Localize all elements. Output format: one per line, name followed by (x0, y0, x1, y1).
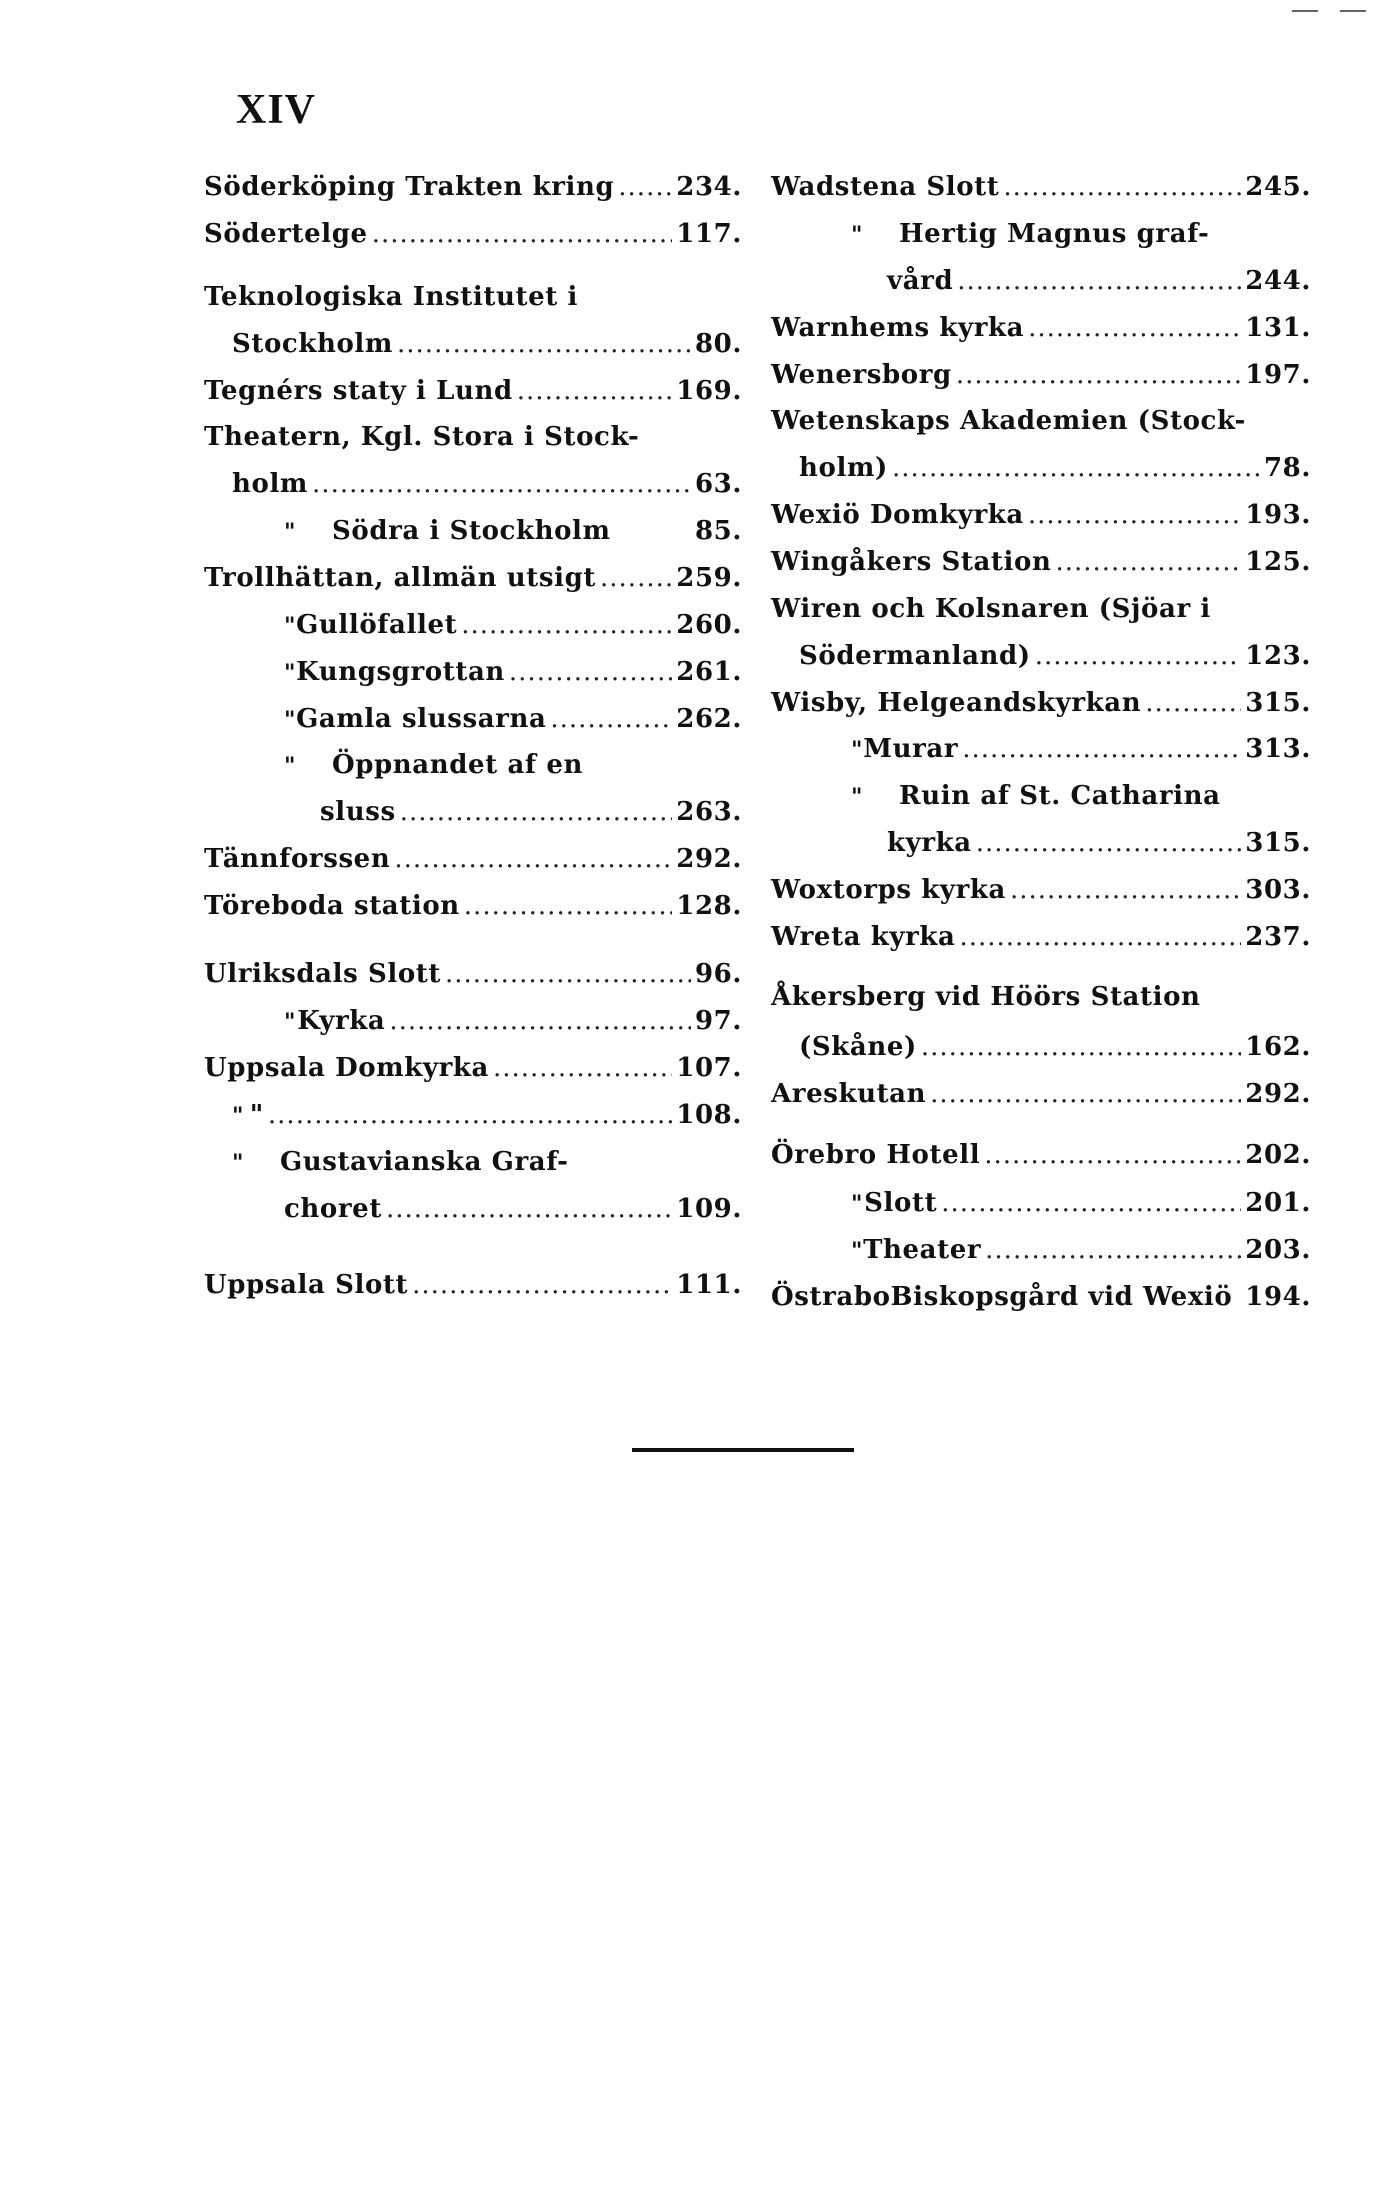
page-number: XIV (236, 87, 317, 133)
dot-leader (984, 1133, 1241, 1177)
index-entry (204, 369, 742, 413)
ditto-mark: " (284, 660, 297, 686)
entry-label: Wetenskaps Akademien (Stock- (771, 406, 1246, 436)
dot-leader (400, 790, 673, 834)
dot-leader (386, 1187, 672, 1231)
entry-label: Wiren och Kolsnaren (Sjöar i (771, 594, 1211, 624)
entry-label: Ulriksdals Slott (204, 959, 441, 989)
entry-page-number: 97. (694, 1006, 742, 1036)
entry-page-number: 96. (694, 959, 742, 989)
entry-label: Wingåkers Station (771, 547, 1052, 577)
entry-label: Södra i Stockholm (332, 516, 611, 546)
entry-label: Åkersberg vid Höörs Station (771, 982, 1201, 1012)
entry-page-number: 63. (694, 469, 742, 499)
ditto-mark: " (851, 784, 864, 810)
end-rule (632, 1448, 854, 1452)
index-entry (204, 212, 742, 256)
ditto-mark: " (284, 1009, 297, 1035)
dot-leader (1145, 681, 1241, 725)
dot-leader (389, 999, 691, 1043)
dot-leader (397, 322, 691, 366)
index-entry (771, 540, 1311, 584)
dot-leader (445, 952, 691, 996)
entry-label: Södertelge (204, 219, 368, 249)
entry-page-number: 128. (676, 891, 742, 921)
index-entry (204, 322, 742, 366)
index-entry (771, 1133, 1311, 1177)
index-entry (204, 697, 742, 741)
dot-leader (1010, 868, 1241, 912)
entry-page-number: 85. (694, 516, 742, 546)
ditto-mark: " (851, 1191, 864, 1217)
entry-label: Töreboda station (204, 891, 460, 921)
entry-label: Gullöfallet (296, 610, 458, 640)
entry-label: Areskutan (771, 1079, 927, 1109)
entry-page-number: 245. (1245, 172, 1311, 202)
dot-leader (985, 1228, 1241, 1272)
entry-label: Wenersborg (771, 360, 952, 390)
entry-label: Wreta kyrka (771, 922, 956, 952)
entry-page-number: 244. (1245, 266, 1311, 296)
index-entry (771, 493, 1311, 537)
dot-leader (956, 353, 1241, 397)
ditto-mark: " (851, 737, 864, 763)
entry-label: Tegnérs staty i Lund (204, 376, 513, 406)
index-entry (771, 1228, 1311, 1272)
entry-label: Theatern, Kgl. Stora i Stock- (204, 422, 640, 452)
entry-label: Gustavianska Graf- (280, 1147, 569, 1177)
entry-page-number: 117. (676, 219, 742, 249)
entry-label: Woxtorps kyrka (771, 875, 1006, 905)
entry-label: Söderköping Trakten kring (204, 172, 615, 202)
index-entry (204, 837, 742, 881)
dot-leader (372, 212, 673, 256)
ditto-mark: " (284, 753, 297, 779)
index-entry (771, 915, 1311, 959)
entry-page-number: 315. (1245, 688, 1311, 718)
dot-leader (509, 650, 672, 694)
ditto-mark: " (851, 1238, 864, 1264)
index-entry (771, 774, 1311, 818)
entry-label: Wisby, Helgeandskyrkan (771, 688, 1142, 718)
entry-page-number: 193. (1245, 500, 1311, 530)
index-entry (771, 975, 1311, 1019)
entry-label: Uppsala Slott (204, 1270, 409, 1300)
index-entry (204, 1187, 742, 1231)
entry-label: Kyrka (297, 1006, 386, 1036)
entry-page-number: 292. (1245, 1079, 1311, 1109)
entry-label: vård (887, 266, 954, 296)
entry-label: Örebro Hotell (771, 1140, 981, 1170)
dot-leader (930, 1072, 1241, 1116)
entry-page-number: 263. (676, 797, 742, 827)
dot-leader (412, 1263, 672, 1307)
entry-label: Stockholm (232, 329, 394, 359)
index-entry (771, 353, 1311, 397)
index-entry (771, 1025, 1311, 1069)
dot-leader (517, 369, 672, 413)
entry-page-number: 313. (1245, 734, 1311, 764)
entry-page-number: 125. (1245, 547, 1311, 577)
entry-page-number: 292. (676, 844, 742, 874)
entry-page-number: 169. (676, 376, 742, 406)
entry-page-number: 234. (676, 172, 742, 202)
entry-label: Tännforssen (204, 844, 391, 874)
entry-page-number: 162. (1245, 1032, 1311, 1062)
entry-label: Wadstena Slott (771, 172, 1000, 202)
index-entry (204, 556, 742, 600)
entry-label: choret (284, 1194, 382, 1224)
dot-leader (959, 915, 1241, 959)
dot-leader (600, 556, 672, 600)
entry-page-number: 194. (1245, 1282, 1311, 1312)
dot-leader (550, 697, 672, 741)
index-entry (771, 587, 1311, 631)
entry-page-number: 111. (676, 1270, 742, 1300)
ditto-mark: " (284, 519, 297, 545)
entry-page-number: 107. (676, 1053, 742, 1083)
entry-label: sluss (320, 797, 396, 827)
entry-label: Wexiö Domkyrka (771, 500, 1024, 530)
index-entry (771, 634, 1311, 678)
dot-leader (493, 1046, 672, 1090)
entry-label: Theater (863, 1235, 982, 1265)
dot-leader (461, 603, 672, 647)
dot-leader (1055, 540, 1241, 584)
index-entry (771, 681, 1311, 725)
index-entry (204, 650, 742, 694)
dot-leader (312, 462, 691, 506)
entry-label: Trollhättan, allmän utsigt (204, 563, 597, 593)
entry-label: Öppnandet af en (332, 750, 583, 780)
index-entry (204, 165, 742, 209)
index-entry (204, 1046, 742, 1090)
ditto-mark: " (232, 1103, 245, 1129)
index-entry (204, 275, 742, 319)
index-entry (204, 1140, 742, 1184)
dot-leader (892, 446, 1260, 490)
dot-leader (394, 837, 672, 881)
entry-page-number: 123. (1245, 641, 1311, 671)
ditto-mark: " (851, 222, 864, 248)
index-entry (771, 1072, 1311, 1116)
index-entry (204, 884, 742, 928)
index-entry (771, 868, 1311, 912)
dot-leader (464, 884, 672, 928)
entry-label: Teknologiska Institutet i (204, 282, 578, 312)
entry-page-number: 260. (676, 610, 742, 640)
entry-page-number: 261. (676, 657, 742, 687)
dot-leader (962, 727, 1241, 771)
entry-page-number: 202. (1245, 1140, 1311, 1170)
dot-leader (921, 1025, 1241, 1069)
scan-mark (1292, 10, 1318, 12)
entry-label: (Skåne) (799, 1032, 917, 1062)
index-entry (771, 306, 1311, 350)
entry-label: ÖstraboBiskopsgård vid Wexiö (771, 1282, 1233, 1312)
index-entry (204, 462, 742, 506)
index-entry (204, 509, 742, 553)
index-entry (204, 1093, 742, 1137)
entry-label: Södermanland) (799, 641, 1031, 671)
index-entry (204, 743, 742, 787)
ditto-mark: " (232, 1150, 245, 1176)
dot-leader (976, 821, 1242, 865)
entry-label: Ruin af St. Catharina (899, 781, 1221, 811)
entry-label: Murar (863, 734, 959, 764)
entry-label: kyrka (887, 828, 972, 858)
entry-page-number: 197. (1245, 360, 1311, 390)
index-entry (771, 446, 1311, 490)
entry-page-number: 315. (1245, 828, 1311, 858)
index-entry (204, 952, 742, 996)
entry-page-number: 201. (1245, 1188, 1311, 1218)
index-entry (771, 212, 1311, 256)
dot-leader (1028, 306, 1241, 350)
index-entry (771, 165, 1311, 209)
index-entry (771, 821, 1311, 865)
entry-label: holm (232, 469, 309, 499)
dot-leader (941, 1181, 1241, 1225)
dot-leader (957, 259, 1241, 303)
entry-page-number: 78. (1263, 453, 1311, 483)
entry-page-number: 80. (694, 329, 742, 359)
entry-page-number: 108. (676, 1100, 742, 1130)
index-entry (771, 727, 1311, 771)
index-entry (771, 259, 1311, 303)
ditto-mark: " (284, 613, 297, 639)
dot-leader (1035, 634, 1242, 678)
entry-page-number: 262. (676, 704, 742, 734)
index-entry (771, 1181, 1311, 1225)
dot-leader (268, 1093, 672, 1137)
dot-leader (1028, 493, 1241, 537)
index-entry (204, 1263, 742, 1307)
entry-label: Warnhems kyrka (771, 313, 1025, 343)
entry-page-number: 259. (676, 563, 742, 593)
index-entry (771, 1275, 1311, 1319)
entry-page-number: 131. (1245, 313, 1311, 343)
entry-label: Hertig Magnus graf- (899, 219, 1210, 249)
dot-leader (618, 165, 672, 209)
index-entry (204, 603, 742, 647)
dot-leader (1003, 165, 1241, 209)
entry-label: Uppsala Domkyrka (204, 1053, 489, 1083)
index-entry (204, 999, 742, 1043)
entry-page-number: 109. (676, 1194, 742, 1224)
index-entry (204, 415, 742, 459)
index-entry (771, 399, 1311, 443)
index-entry (204, 790, 742, 834)
entry-page-number: 203. (1245, 1235, 1311, 1265)
entry-label: Kungsgrottan (296, 657, 505, 687)
entry-page-number: 237. (1245, 922, 1311, 952)
entry-page-number: 303. (1245, 875, 1311, 905)
entry-label: Slott (864, 1188, 938, 1218)
entry-label: holm) (799, 453, 888, 483)
entry-label: Gamla slussarna (296, 704, 547, 734)
entry-label: " (249, 1100, 264, 1130)
scan-mark (1340, 10, 1366, 12)
ditto-mark: " (284, 707, 297, 733)
